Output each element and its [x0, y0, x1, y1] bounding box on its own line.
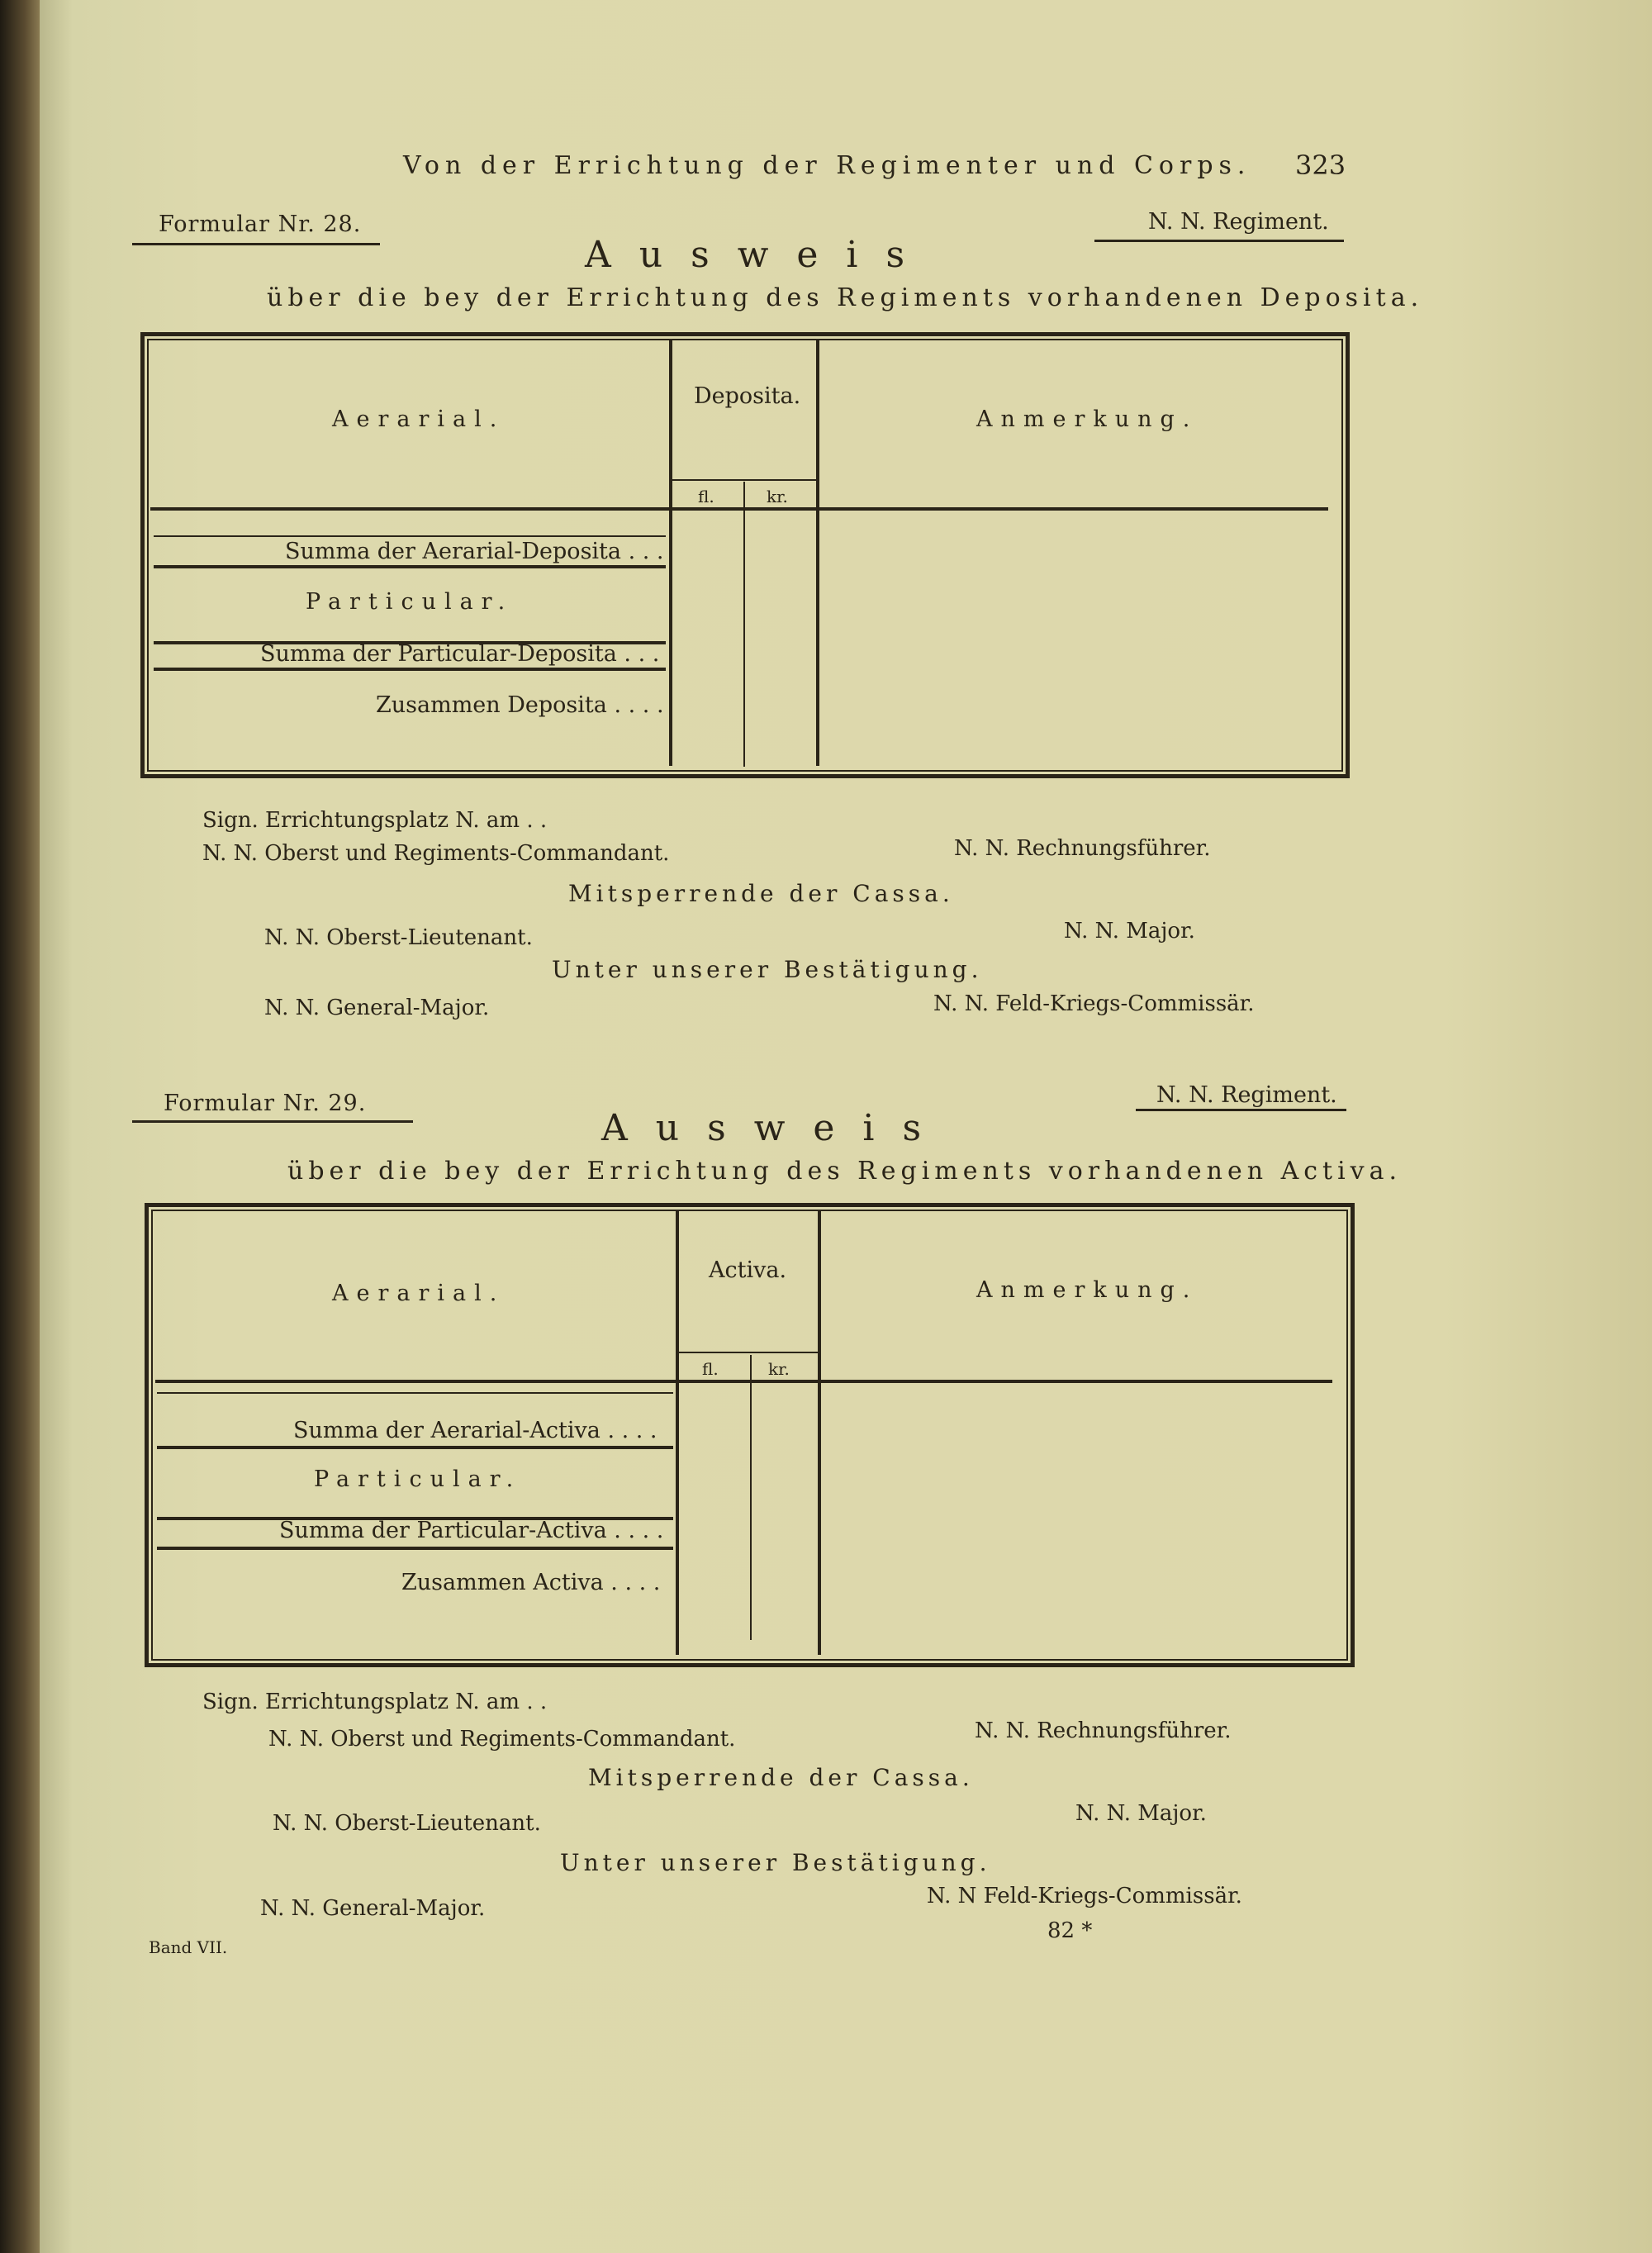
- row-summa-particular: Summa der Particular-Deposita . . .: [260, 641, 660, 667]
- sign-commander: N. N. Oberst und Regiments-Commandant.: [268, 1727, 736, 1752]
- header-rule: [150, 507, 1328, 511]
- form-subtitle: über die bey der Errichtung des Regiments vorhandenen Deposita.: [267, 283, 1424, 312]
- header-deposita: Deposita.: [694, 383, 801, 409]
- column-divider: [676, 1211, 679, 1655]
- form-title: Ausweis: [585, 234, 933, 276]
- book-binding-edge: [0, 0, 40, 2253]
- page-number: 323: [1295, 150, 1346, 181]
- sign-co-lockers: Mitsperrende der Cassa.: [588, 1764, 974, 1791]
- sign-co-lockers: Mitsperrende der Cassa.: [568, 880, 954, 907]
- row-summa-aerarial: Summa der Aerarial-Deposita . . .: [285, 539, 664, 564]
- unit-kr: kr.: [768, 1359, 790, 1379]
- regiment-rule: [1094, 240, 1344, 242]
- sign-accountant: N. N. Rechnungsführer.: [954, 836, 1211, 861]
- sign-accountant: N. N. Rechnungsführer.: [975, 1718, 1232, 1743]
- sign-place: Sign. Errichtungsplatz N. am . .: [202, 1690, 548, 1714]
- form-number-rule: [132, 243, 380, 245]
- row-rule: [157, 1392, 673, 1394]
- form-number: Formular Nr. 29.: [164, 1091, 367, 1116]
- header-activa: Activa.: [709, 1257, 787, 1283]
- running-title: Von der Errichtung der Regimenter und Corps.: [403, 151, 1251, 180]
- fl-kr-divider: [743, 482, 745, 767]
- form-title: Ausweis: [601, 1107, 950, 1149]
- row-particular: Particular.: [314, 1466, 522, 1492]
- sign-commissary: N. N Feld-Kriegs-Commissär.: [927, 1884, 1242, 1908]
- form-number-rule: [132, 1120, 413, 1123]
- sign-lt-colonel: N. N. Oberst-Lieutenant.: [264, 925, 533, 950]
- sign-place: Sign. Errichtungsplatz N. am . .: [202, 808, 548, 833]
- sign-major: N. N. Major.: [1064, 919, 1195, 944]
- unit-rule: [677, 1352, 819, 1353]
- fl-kr-divider: [750, 1355, 752, 1640]
- row-summa-particular: Summa der Particular-Activa . . . .: [279, 1518, 664, 1543]
- row-zusammen: Zusammen Activa . . . .: [401, 1570, 661, 1595]
- sign-general: N. N. General-Major.: [264, 996, 490, 1020]
- sign-confirmation: Unter unserer Bestätigung.: [560, 1849, 991, 1876]
- header-anmerkung: Anmerkung.: [976, 406, 1199, 432]
- row-rule: [154, 535, 666, 537]
- row-rule: [157, 1547, 673, 1550]
- sign-major: N. N. Major.: [1075, 1801, 1207, 1826]
- header-aerarial: Aerarial.: [332, 406, 506, 432]
- header-anmerkung: Anmerkung.: [976, 1277, 1199, 1303]
- unit-rule: [671, 479, 818, 481]
- row-rule: [154, 668, 666, 671]
- regiment-label: N. N. Regiment.: [1156, 1082, 1337, 1108]
- unit-kr: kr.: [767, 487, 788, 506]
- row-summa-aerarial: Summa der Aerarial-Activa . . . .: [293, 1418, 657, 1443]
- row-particular: Particular.: [306, 589, 514, 615]
- unit-fl: fl.: [702, 1359, 719, 1379]
- sign-commissary: N. N. Feld-Kriegs-Commissär.: [933, 991, 1255, 1016]
- form-subtitle: über die bey der Errichtung des Regiments vorhandenen Activa.: [287, 1157, 1403, 1186]
- sign-commander: N. N. Oberst und Regiments-Commandant.: [202, 841, 670, 866]
- unit-fl: fl.: [698, 487, 714, 506]
- sign-confirmation: Unter unserer Bestätigung.: [552, 956, 983, 983]
- sign-lt-colonel: N. N. Oberst-Lieutenant.: [273, 1811, 541, 1836]
- column-divider: [816, 340, 819, 766]
- regiment-rule: [1136, 1109, 1346, 1111]
- header-rule: [155, 1380, 1332, 1383]
- sign-general: N. N. General-Major.: [260, 1896, 486, 1921]
- row-rule: [157, 1446, 673, 1449]
- header-aerarial: Aerarial.: [332, 1281, 506, 1306]
- column-divider: [669, 340, 672, 766]
- row-rule: [154, 565, 666, 568]
- row-zusammen: Zusammen Deposita . . . .: [376, 692, 664, 718]
- volume-label: Band VII.: [149, 1937, 228, 1957]
- form-number: Formular Nr. 28.: [159, 212, 362, 237]
- signature-mark: 82 *: [1047, 1918, 1093, 1943]
- column-divider: [818, 1211, 821, 1655]
- regiment-label: N. N. Regiment.: [1148, 209, 1329, 235]
